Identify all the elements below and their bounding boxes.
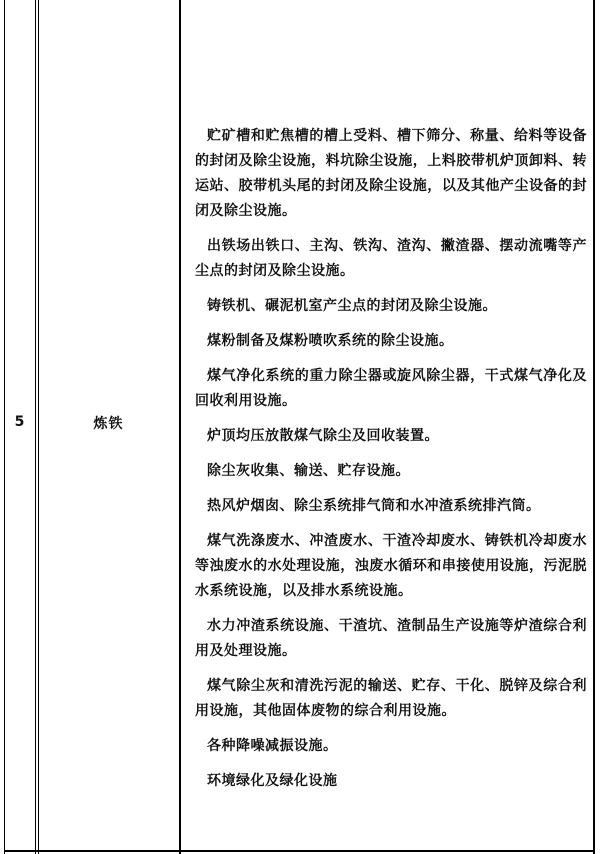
column-divider: [179, 0, 181, 854]
row-category: 炼铁: [93, 416, 124, 432]
list-item: 除尘灰收集、输送、贮存设施。: [207, 463, 410, 479]
list-item: 水力冲渣系统设施、干渣坑、渣制品生产设施等炉渣综合利用及处理设施。: [195, 618, 587, 659]
list-item: 热风炉烟囱、除尘系统排气筒和水冲渣系统排汽筒。: [207, 498, 541, 514]
list-item: 出铁场出铁口、主沟、铁沟、渣沟、撇渣器、摆动流嘴等产尘点的封闭及除尘设施。: [195, 238, 587, 279]
list-item: 环境绿化及绿化设施: [207, 773, 338, 789]
table-border-bottom: [4, 850, 595, 852]
list-item: 铸铁机、碾泥机室产尘点的封闭及除尘设施。: [207, 298, 497, 314]
list-item: 煤气净化系统的重力除尘器或旋风除尘器，干式煤气净化及回收利用设施。: [195, 368, 587, 409]
column-divider: [35, 0, 36, 854]
table-border-right: [593, 0, 595, 854]
facility-list: [195, 124, 587, 804]
list-item: 炉顶均压放散煤气除尘及回收装置。: [207, 428, 439, 444]
list-item: 煤粉制备及煤粉喷吹系统的除尘设施。: [207, 333, 454, 349]
list-item: 煤气除尘灰和清洗污泥的输送、贮存、干化、脱锌及综合利用设施，其他固体废物的综合利用设施。: [195, 678, 587, 719]
row-number: 5: [14, 414, 25, 430]
list-item: 各种降噪减振设施。: [207, 738, 338, 754]
list-item: 煤气洗涤废水、冲渣废水、干渣冷却废水、铸铁机冷却废水等浊废水的水处理设施，浊废水循环和串接使用设施，污泥脱水系统设施，以及排水系统设施。: [195, 533, 587, 599]
list-item: 贮矿槽和贮焦槽的槽上受料、槽下筛分、称量、给料等设备的封闭及除尘设施，料坑除尘设施，上料胶带机炉顶卸料、转运站、胶带机头尾的封闭及除尘设施，以及其他产尘设备的封闭及除尘设施。: [195, 128, 587, 219]
